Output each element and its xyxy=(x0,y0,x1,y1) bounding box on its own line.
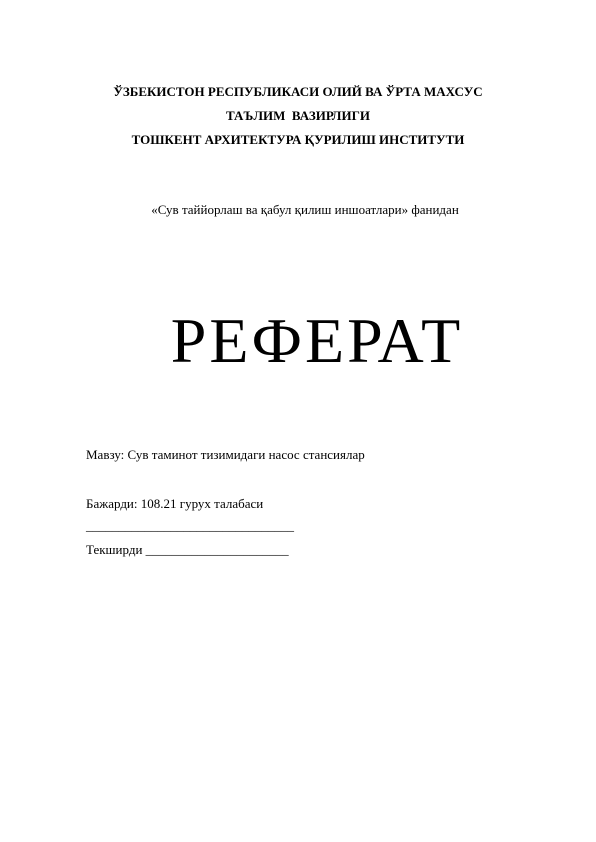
header-line-ministry-2: ТАЪЛИМ ВАЗИРЛИГИ xyxy=(226,108,370,123)
author-line: Бажарди: 108.21 гурух талабаси xyxy=(86,496,264,511)
document-type-title: РЕФЕРАТ xyxy=(170,305,464,376)
author-signature-line: ________________________________ xyxy=(86,518,294,533)
header-line-ministry: ЎЗБЕКИСТОН РЕСПУБЛИКАСИ ОЛИЙ ВА ЎРТА МАХСУС xyxy=(113,84,483,99)
subject-title: «Сув таййорлаш ва қабул қилиш иншоатлари» фанидан xyxy=(151,202,459,217)
topic-line: Мавзу: Сув таминот тизимидаги насос стансиялар xyxy=(86,447,365,462)
header-line-institute: ТОШКЕНТ АРХИТЕКТУРА ҚУРИЛИШ ИНСТИТУТИ xyxy=(131,132,465,147)
institution-header xyxy=(0,80,596,152)
checker-line: Текширди ______________________ xyxy=(86,542,289,557)
